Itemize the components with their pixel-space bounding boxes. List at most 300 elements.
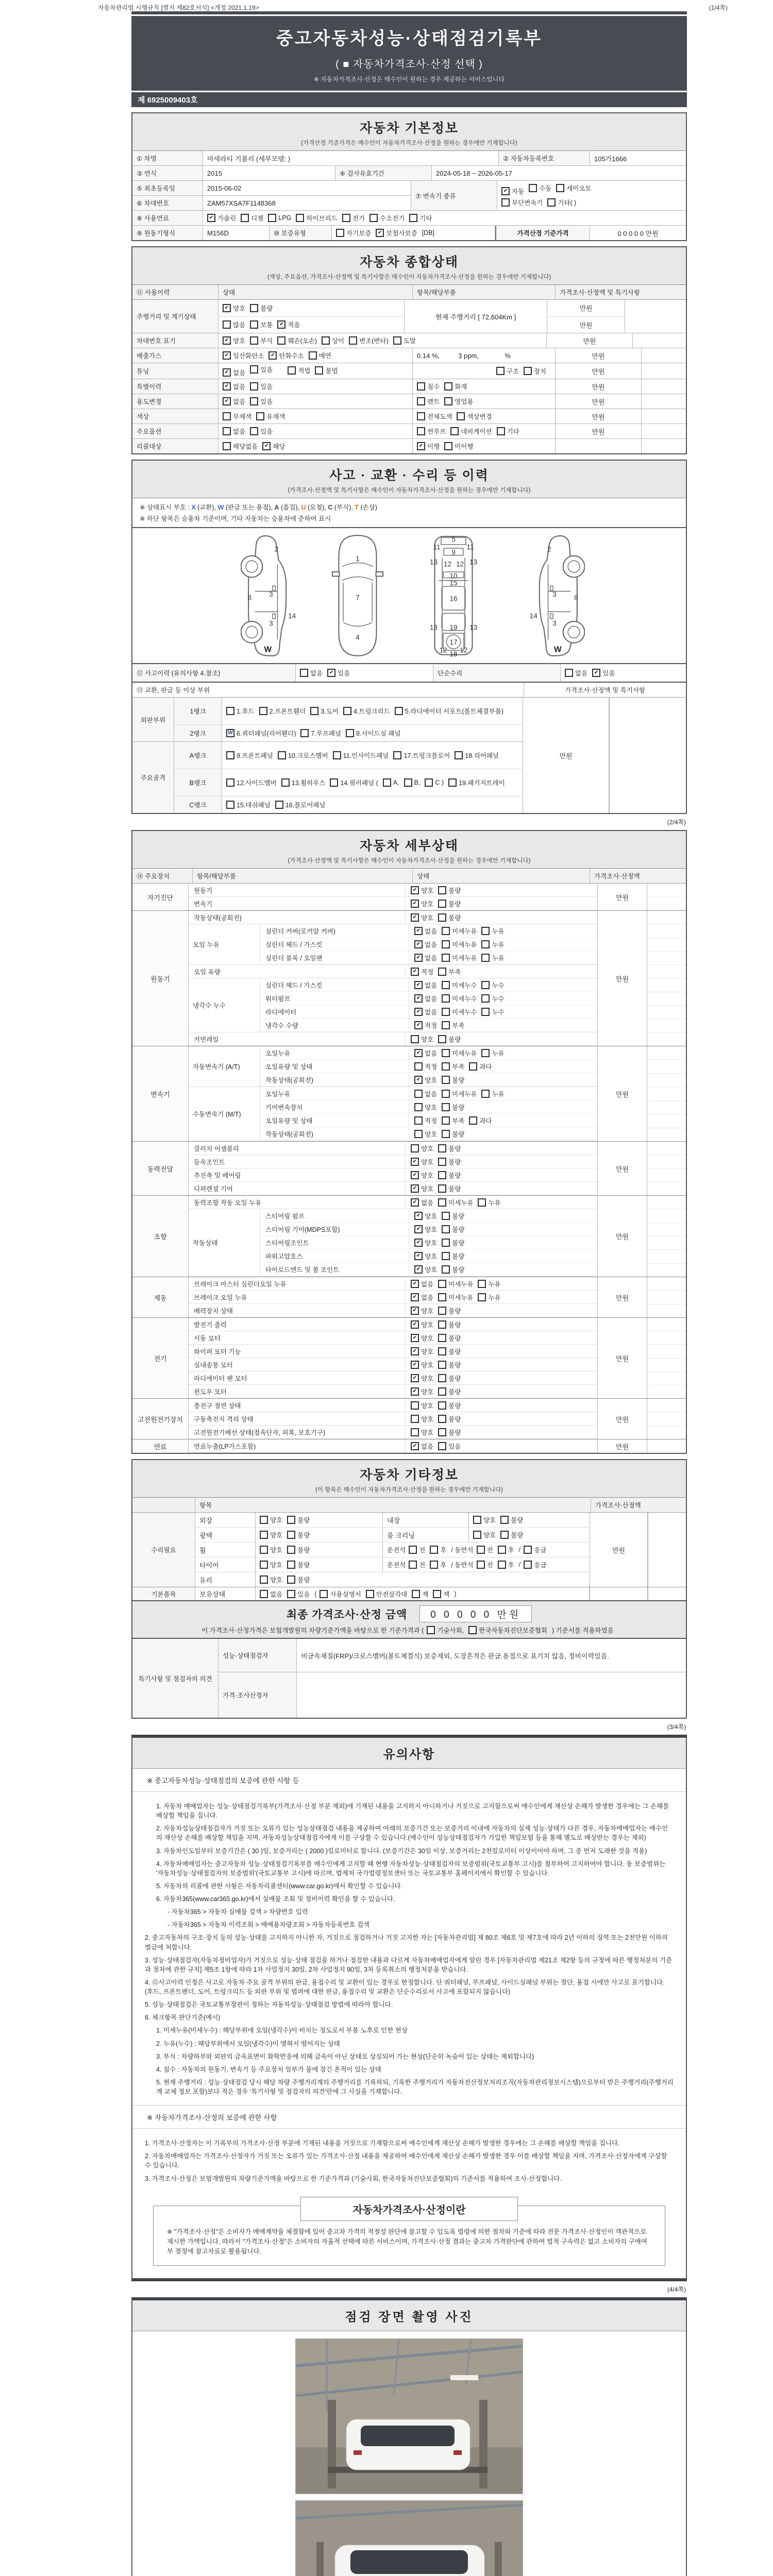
svg-text:19: 19 bbox=[449, 623, 458, 632]
unchecked-checkbox-잭[interactable] bbox=[412, 1589, 428, 1599]
checked-checkbox-없음[interactable] bbox=[411, 1442, 433, 1451]
label-base-price: 가격산정 기준가격 bbox=[495, 226, 590, 240]
checkbox-icon bbox=[498, 1546, 506, 1554]
unchecked-checkbox-불량[interactable] bbox=[438, 1157, 461, 1166]
checked-checkbox-양호[interactable] bbox=[411, 1387, 433, 1396]
unchecked-checkbox-불량[interactable] bbox=[438, 1144, 461, 1153]
group-price-cell: 만원 bbox=[597, 1277, 647, 1317]
unchecked-checkbox-8.사이드실 패널[interactable] bbox=[346, 728, 400, 738]
checkbox-icon bbox=[477, 1546, 485, 1554]
unchecked-checkbox-12.사이드멤버[interactable] bbox=[226, 778, 277, 787]
unchecked-checkbox-있음[interactable] bbox=[250, 397, 273, 406]
checkbox-icon bbox=[442, 1225, 450, 1233]
unchecked-checkbox-불법[interactable] bbox=[315, 366, 338, 375]
checked-checkbox-양호[interactable] bbox=[414, 1238, 437, 1247]
overall-status-title: 자동차 종합상태 bbox=[360, 255, 459, 269]
checkbox-label: 양호 bbox=[270, 1562, 283, 1569]
checkbox-icon bbox=[547, 198, 556, 207]
options-kind-options bbox=[413, 424, 556, 438]
unchecked-checkbox-불량[interactable] bbox=[442, 1103, 464, 1112]
checkbox-label: 과다 bbox=[479, 1063, 492, 1071]
checkbox-label: 17.트렁크플로어 bbox=[404, 752, 450, 759]
checked-checkbox-적정[interactable] bbox=[414, 1021, 437, 1030]
checkbox-label: 11.인사이드패널 bbox=[343, 752, 389, 759]
checkbox-icon bbox=[444, 397, 452, 405]
checked-checkbox-양호[interactable] bbox=[411, 1157, 433, 1166]
unchecked-checkbox-상이[interactable] bbox=[322, 336, 344, 345]
unchecked-checkbox-양호[interactable] bbox=[411, 1414, 433, 1423]
unchecked-checkbox-변조(변타)[interactable] bbox=[349, 336, 389, 345]
checked-checkbox-양호[interactable] bbox=[223, 336, 245, 345]
unchecked-checkbox-미세누수[interactable] bbox=[442, 1007, 477, 1016]
unchecked-checkbox-양호[interactable] bbox=[411, 1035, 433, 1044]
unchecked-checkbox-2.프론트휀더[interactable] bbox=[259, 706, 306, 716]
exchange-price-head: 가격조사·산정액 및 특기사항 bbox=[564, 687, 645, 694]
checked-checkbox-없음[interactable] bbox=[414, 994, 437, 1003]
checked-checkbox-적정[interactable] bbox=[411, 967, 433, 976]
checked-checkbox-없음[interactable] bbox=[414, 926, 437, 936]
state-options bbox=[406, 1168, 597, 1181]
checkbox-icon bbox=[300, 669, 308, 677]
unchecked-checkbox-썬루프[interactable] bbox=[417, 427, 446, 436]
unchecked-checkbox-한국자동차진단보증협회[interactable] bbox=[468, 1625, 547, 1635]
state-options bbox=[409, 1127, 597, 1140]
checkbox-icon: ✔ bbox=[327, 669, 335, 677]
checkbox-label: 미세누유 bbox=[452, 927, 477, 935]
checkbox-icon bbox=[414, 1116, 423, 1125]
unchecked-checkbox-불량[interactable] bbox=[438, 1374, 461, 1383]
checked-checkbox-양호[interactable] bbox=[414, 1225, 437, 1234]
unchecked-checkbox-16.플로어패널[interactable] bbox=[275, 800, 326, 809]
notice-line: 3. 성능·상태점검자(자동차정비업자)가 거짓으로 성능·상태 점검을 하거나 점검한 내용과 다르게 자동차매매업자에게 알린 경우 [자동차관리법 제21조 제2항 등의 규정에 따른 행정처분의 기준과 절차에 관한 규칙] 제5조 1항에 따라 1차 사업정지 30일, 2차 사업정지 90일, 3차 등록취소의 행정처분을 받습니다. bbox=[145, 1956, 673, 1973]
unchecked-checkbox-구조[interactable] bbox=[496, 366, 519, 376]
unchecked-checkbox-불량[interactable] bbox=[438, 1320, 461, 1329]
unchecked-checkbox-누수[interactable] bbox=[481, 980, 504, 990]
notice-line: 2. 자동차매매업자는 가격조사·산정자가 거짓 또는 오류가 있는 가격조사·산정 내용을 제공하여 매수인에게 재산상 손해가 발생한 경우 이를 배상할 책임을 지며, 가격조사·산정자에게 구상할 수 있습니다. bbox=[145, 2153, 667, 2170]
unchecked-checkbox-있음[interactable] bbox=[438, 1442, 461, 1451]
unchecked-checkbox-응급[interactable] bbox=[524, 1545, 546, 1554]
unchecked-checkbox-불량[interactable] bbox=[438, 1184, 461, 1193]
svg-text:13: 13 bbox=[429, 558, 438, 566]
etc-info-table bbox=[131, 1498, 687, 1601]
unchecked-checkbox-부식[interactable] bbox=[250, 336, 273, 345]
emission-price: 만원 bbox=[556, 348, 642, 363]
exchange-note bbox=[609, 698, 686, 813]
unchecked-checkbox-미세누유[interactable] bbox=[442, 1048, 477, 1058]
checked-checkbox-양호[interactable] bbox=[411, 886, 433, 895]
unchecked-checkbox-미세누유[interactable] bbox=[442, 940, 477, 949]
unchecked-checkbox-불량[interactable] bbox=[442, 1129, 464, 1139]
unchecked-checkbox-미세누수[interactable] bbox=[442, 980, 477, 990]
state-options bbox=[409, 924, 597, 937]
checkbox-icon bbox=[481, 954, 490, 962]
unchecked-checkbox-세미오토[interactable] bbox=[556, 183, 591, 193]
label-transmission: ⑦ 변속기 종류 bbox=[411, 181, 497, 210]
checked-checkbox-보험사보증[interactable] bbox=[376, 228, 417, 238]
checked-checkbox-없음[interactable] bbox=[414, 953, 437, 962]
checkbox-label: 양호 bbox=[421, 1388, 434, 1396]
svg-text:5: 5 bbox=[451, 535, 456, 544]
checked-checkbox-양호[interactable] bbox=[411, 1306, 433, 1315]
unchecked-checkbox-없음[interactable] bbox=[260, 1589, 282, 1599]
checked-checkbox-6.쿼터패널(리어휀더)[interactable] bbox=[226, 728, 296, 738]
unchecked-checkbox-침수[interactable] bbox=[417, 382, 440, 391]
checked-checkbox-양호[interactable] bbox=[223, 303, 245, 313]
checkbox-label: 8.사이드실 패널 bbox=[356, 730, 401, 737]
state-options bbox=[409, 1046, 597, 1059]
unchecked-checkbox-적정[interactable] bbox=[414, 1062, 437, 1071]
unchecked-checkbox-과다[interactable] bbox=[469, 1116, 492, 1125]
checked-checkbox-양호[interactable] bbox=[411, 899, 433, 908]
unchecked-checkbox-양호[interactable] bbox=[411, 1144, 433, 1153]
checkbox-label: 보험사보증 bbox=[386, 230, 417, 237]
checkbox-label: 과다 bbox=[479, 1117, 492, 1125]
checkbox-icon bbox=[481, 994, 490, 1003]
unchecked-checkbox-렌트[interactable] bbox=[417, 397, 440, 406]
unchecked-checkbox-불량[interactable] bbox=[438, 1401, 461, 1410]
checkbox-label: 불량 bbox=[452, 1266, 465, 1274]
unchecked-checkbox-10.크로스멤버[interactable] bbox=[278, 751, 328, 760]
checkbox-icon bbox=[277, 336, 285, 345]
price-select-subtitle[interactable]: ( ■ 자동차가격조사·산정 선택 ) bbox=[335, 59, 483, 70]
unchecked-checkbox-누유[interactable] bbox=[481, 1089, 504, 1098]
unchecked-checkbox-미세누유[interactable] bbox=[442, 953, 477, 962]
unchecked-checkbox-13.휠하우스[interactable] bbox=[281, 778, 326, 787]
checked-checkbox-없음[interactable] bbox=[411, 1198, 433, 1207]
checkbox-icon: ✔ bbox=[411, 1320, 419, 1329]
unchecked-checkbox-없음[interactable] bbox=[223, 427, 245, 436]
unchecked-checkbox-불량[interactable] bbox=[438, 1347, 461, 1356]
unchecked-checkbox-1.후드[interactable] bbox=[226, 706, 255, 716]
checkbox-icon: ✔ bbox=[411, 900, 419, 908]
unchecked-checkbox-LPG[interactable] bbox=[268, 214, 291, 222]
unchecked-checkbox-불량[interactable] bbox=[442, 1251, 464, 1261]
unchecked-checkbox-양호[interactable] bbox=[414, 1103, 437, 1112]
checked-checkbox-없음[interactable] bbox=[411, 1279, 433, 1289]
unchecked-checkbox-불량[interactable] bbox=[287, 1560, 310, 1569]
unchecked-checkbox-누유[interactable] bbox=[481, 926, 504, 936]
unchecked-checkbox-사용설명서[interactable] bbox=[320, 1589, 361, 1599]
unchecked-checkbox-부족[interactable] bbox=[442, 1062, 464, 1071]
unchecked-checkbox-누유[interactable] bbox=[481, 953, 504, 962]
unchecked-checkbox-유채색[interactable] bbox=[256, 412, 285, 421]
unchecked-checkbox-불량[interactable] bbox=[438, 1428, 461, 1437]
checkbox-icon: ✔ bbox=[414, 1212, 423, 1220]
checkbox-icon bbox=[448, 778, 457, 787]
checked-checkbox-이행[interactable] bbox=[417, 442, 440, 451]
unchecked-checkbox-후[interactable] bbox=[498, 1545, 514, 1554]
checked-checkbox-양호[interactable] bbox=[414, 1211, 437, 1221]
unchecked-checkbox-불량[interactable] bbox=[442, 1211, 464, 1221]
checked-checkbox-양호[interactable] bbox=[414, 1251, 437, 1261]
unchecked-checkbox-불량[interactable] bbox=[442, 1075, 464, 1084]
checked-checkbox-없음[interactable] bbox=[223, 397, 245, 406]
unchecked-checkbox-부족[interactable] bbox=[438, 967, 461, 976]
unchecked-checkbox-미세누유[interactable] bbox=[438, 1279, 473, 1289]
unchecked-checkbox-하이브리드[interactable] bbox=[296, 213, 337, 223]
unchecked-checkbox-14.필러패널 ([interactable] bbox=[330, 778, 378, 787]
unchecked-checkbox-양호[interactable] bbox=[260, 1545, 282, 1554]
checkbox-label: 있음 bbox=[260, 428, 273, 435]
unchecked-checkbox-3.도어[interactable] bbox=[310, 706, 339, 716]
unchecked-checkbox-C )[interactable] bbox=[425, 778, 444, 787]
unchecked-checkbox-9.프론트패널[interactable] bbox=[226, 751, 273, 760]
unchecked-checkbox-4.트렁크리드[interactable] bbox=[343, 706, 390, 716]
unchecked-checkbox-수동[interactable] bbox=[529, 183, 551, 193]
overall-status-header bbox=[131, 246, 687, 285]
unchecked-checkbox-불량[interactable] bbox=[438, 1171, 461, 1180]
checkbox-icon bbox=[442, 1062, 450, 1071]
checkbox-label: 6.쿼터패널(리어휀더) bbox=[237, 730, 296, 737]
checked-checkbox-탄화수소[interactable] bbox=[268, 351, 304, 360]
unchecked-checkbox-기타[interactable] bbox=[409, 213, 432, 223]
checked-checkbox-양호[interactable] bbox=[414, 1265, 437, 1274]
checked-checkbox-있음[interactable] bbox=[327, 668, 350, 677]
unchecked-checkbox-15.대쉬패널[interactable] bbox=[226, 800, 271, 809]
unchecked-checkbox-기술사회,[interactable] bbox=[427, 1625, 464, 1635]
checked-checkbox-있음[interactable] bbox=[592, 668, 615, 677]
unchecked-checkbox-불량[interactable] bbox=[438, 1414, 461, 1423]
unchecked-checkbox-미세누수[interactable] bbox=[442, 994, 477, 1003]
checked-checkbox-없음[interactable] bbox=[223, 368, 245, 377]
unchecked-checkbox-해당없음[interactable] bbox=[223, 442, 258, 451]
unchecked-checkbox-17.트렁크플로어[interactable] bbox=[393, 751, 450, 760]
checkbox-label: 불량 bbox=[452, 1104, 465, 1111]
unchecked-checkbox-자기보증[interactable] bbox=[336, 228, 371, 238]
unchecked-checkbox-양호[interactable] bbox=[260, 1530, 282, 1539]
unchecked-checkbox-색상변경[interactable] bbox=[457, 412, 492, 421]
unchecked-checkbox-전[interactable] bbox=[409, 1545, 425, 1554]
unchecked-checkbox-18.리어패널[interactable] bbox=[455, 751, 499, 760]
unchecked-checkbox-화재[interactable] bbox=[444, 382, 467, 391]
unchecked-checkbox-불량[interactable] bbox=[442, 1225, 464, 1234]
unchecked-checkbox-A,[interactable] bbox=[383, 778, 399, 787]
unchecked-checkbox-무채색[interactable] bbox=[223, 412, 251, 421]
unchecked-checkbox-불량[interactable] bbox=[438, 1360, 461, 1369]
checkbox-icon: ✔ bbox=[414, 1021, 423, 1029]
unchecked-checkbox-안전삼각대[interactable] bbox=[366, 1589, 407, 1599]
checkbox-icon bbox=[455, 751, 463, 759]
unchecked-checkbox-적법[interactable] bbox=[288, 366, 310, 375]
unchecked-checkbox-전[interactable] bbox=[477, 1545, 493, 1554]
checkbox-icon bbox=[481, 940, 490, 948]
unchecked-checkbox-누유[interactable] bbox=[478, 1198, 500, 1207]
unchecked-checkbox-매연[interactable] bbox=[309, 351, 331, 360]
unchecked-checkbox-양호[interactable] bbox=[473, 1515, 496, 1524]
unchecked-checkbox-수소전기[interactable] bbox=[369, 213, 405, 223]
checked-checkbox-양호[interactable] bbox=[414, 1075, 437, 1084]
unchecked-checkbox-7.루프패널[interactable] bbox=[300, 728, 341, 738]
option-text: 이 가격조사·산정가격은 보험개발원의 차량기준가액을 바탕으로 한 기준가격과 ( bbox=[201, 1627, 424, 1634]
unchecked-checkbox-불량[interactable] bbox=[438, 913, 461, 922]
checked-checkbox-없음[interactable] bbox=[411, 1293, 433, 1302]
unchecked-checkbox-없음[interactable] bbox=[565, 668, 587, 677]
roomclean-options bbox=[469, 1528, 590, 1542]
overall-status-note: (색상, 주요옵션, 가격조사·산정액 및 특기사항은 매수인이 자동차가격조사·산정을 원하는 경우에만 기재합니다) bbox=[267, 274, 551, 280]
item-label: 오일유량 및 상태 bbox=[260, 1060, 409, 1073]
unchecked-checkbox-전[interactable] bbox=[409, 1560, 425, 1569]
unchecked-checkbox-불량[interactable] bbox=[287, 1575, 310, 1584]
unchecked-checkbox-불량[interactable] bbox=[438, 886, 461, 895]
unchecked-checkbox-불량[interactable] bbox=[442, 1238, 464, 1247]
checked-checkbox-해당[interactable] bbox=[262, 442, 285, 451]
state-options bbox=[406, 1142, 597, 1155]
checked-checkbox-없음[interactable] bbox=[414, 940, 437, 949]
unchecked-checkbox-기타( )[interactable] bbox=[547, 198, 576, 207]
checked-checkbox-가솔린[interactable] bbox=[207, 213, 236, 223]
checkbox-icon bbox=[438, 1401, 446, 1410]
checkbox-label: 양호 bbox=[425, 1239, 438, 1247]
unchecked-checkbox-불량[interactable] bbox=[438, 1035, 461, 1044]
unchecked-checkbox-있음[interactable] bbox=[250, 365, 273, 374]
checked-checkbox-자동[interactable] bbox=[501, 187, 524, 196]
checkbox-icon: ✔ bbox=[414, 954, 423, 962]
unchecked-checkbox-누수[interactable] bbox=[481, 1007, 504, 1016]
unchecked-checkbox-미세누유[interactable] bbox=[442, 1089, 477, 1098]
rank1-label: 1랭크 bbox=[174, 698, 222, 724]
unchecked-checkbox-불량[interactable] bbox=[287, 1530, 310, 1539]
checked-checkbox-양호[interactable] bbox=[411, 913, 433, 922]
checked-checkbox-없음[interactable] bbox=[414, 1048, 437, 1058]
unchecked-checkbox-과다[interactable] bbox=[469, 1062, 492, 1071]
checkbox-icon: ✔ bbox=[411, 1442, 419, 1450]
unchecked-checkbox-양호[interactable] bbox=[411, 1401, 433, 1410]
unchecked-checkbox-미세누유[interactable] bbox=[442, 926, 477, 936]
unchecked-checkbox-양호[interactable] bbox=[260, 1575, 282, 1584]
unchecked-checkbox-불량[interactable] bbox=[438, 1387, 461, 1396]
checked-checkbox-일산화탄소[interactable] bbox=[223, 351, 264, 360]
unchecked-checkbox-11.인사이드패널[interactable] bbox=[333, 751, 389, 760]
rankC-items bbox=[222, 796, 523, 813]
state-options bbox=[409, 938, 597, 951]
tuning-legal-options bbox=[288, 366, 342, 376]
unchecked-checkbox-양호[interactable] bbox=[473, 1530, 496, 1539]
unchecked-checkbox-무단변속기[interactable] bbox=[501, 198, 543, 207]
unchecked-checkbox-있음[interactable] bbox=[287, 1589, 310, 1599]
checkbox-icon bbox=[438, 1280, 446, 1288]
final-price-value: 0 0 0 0 0 만원 bbox=[419, 1605, 532, 1622]
checked-checkbox-양호[interactable] bbox=[411, 1360, 433, 1369]
notice-line: 5. 자동차의 리콜에 관한 사항은 자동차리콜센터(www.car.go.kr)에서 확인할 수 있습니다. bbox=[156, 1882, 402, 1890]
row-usagechange-label: 용도변경 bbox=[132, 394, 219, 409]
repair-group: 수리필요 bbox=[132, 1513, 195, 1587]
item-label: 실린더 헤드 / 가스킷 bbox=[260, 978, 409, 991]
unchecked-checkbox-없음[interactable] bbox=[414, 1089, 437, 1098]
unchecked-checkbox-전체도색[interactable] bbox=[417, 412, 452, 421]
unchecked-checkbox-B,[interactable] bbox=[404, 778, 421, 787]
unchecked-checkbox-응급[interactable] bbox=[524, 1560, 546, 1569]
unchecked-checkbox-있음[interactable] bbox=[250, 427, 273, 436]
unchecked-checkbox-5.라디에이터 서포트(볼트체결부품)[interactable] bbox=[395, 706, 503, 716]
checkbox-label: 불량 bbox=[297, 1547, 310, 1554]
state-options bbox=[406, 1371, 597, 1384]
svg-text:17: 17 bbox=[449, 638, 458, 646]
unchecked-checkbox-전기[interactable] bbox=[342, 213, 365, 223]
unchecked-checkbox-있음[interactable] bbox=[250, 382, 273, 391]
group-price-cell: 만원 bbox=[597, 1046, 647, 1141]
unchecked-checkbox-네비게이션[interactable] bbox=[450, 427, 492, 436]
unchecked-checkbox-후[interactable] bbox=[498, 1560, 514, 1569]
unchecked-checkbox-누수[interactable] bbox=[481, 994, 504, 1003]
checkbox-icon bbox=[310, 707, 318, 715]
group-note-column bbox=[647, 1277, 686, 1317]
checked-checkbox-양호[interactable] bbox=[411, 1171, 433, 1180]
unchecked-checkbox-부족[interactable] bbox=[442, 1116, 464, 1125]
checked-checkbox-양호[interactable] bbox=[411, 1333, 433, 1343]
checkbox-icon bbox=[309, 351, 317, 360]
unchecked-checkbox-불량[interactable] bbox=[500, 1515, 523, 1524]
accident-history-header bbox=[131, 460, 687, 498]
unchecked-checkbox-불량[interactable] bbox=[438, 1306, 461, 1315]
unchecked-checkbox-보통[interactable] bbox=[250, 320, 273, 329]
item-label: 구동축전지 격리 상태 bbox=[189, 1412, 406, 1425]
unchecked-checkbox-부족[interactable] bbox=[442, 1021, 464, 1030]
unchecked-checkbox-훼손(오손)[interactable] bbox=[277, 336, 317, 345]
usagechange-price: 만원 bbox=[556, 394, 642, 409]
checkbox-label: 미세누유 bbox=[448, 1199, 474, 1207]
checked-checkbox-없음[interactable] bbox=[414, 1007, 437, 1016]
unchecked-checkbox-장치[interactable] bbox=[524, 366, 546, 376]
unchecked-checkbox-19.패키지트레이[interactable] bbox=[448, 778, 505, 787]
unchecked-checkbox-기타[interactable] bbox=[497, 427, 519, 436]
unchecked-checkbox-불량[interactable] bbox=[287, 1515, 310, 1524]
checked-checkbox-없음[interactable] bbox=[414, 980, 437, 990]
unchecked-checkbox-불량[interactable] bbox=[500, 1530, 523, 1539]
checked-checkbox-양호[interactable] bbox=[411, 1320, 433, 1329]
checkbox-label: 불량 bbox=[448, 1307, 461, 1315]
unchecked-checkbox-양호[interactable] bbox=[260, 1515, 282, 1524]
unchecked-checkbox-후[interactable] bbox=[430, 1545, 446, 1554]
unchecked-checkbox-전[interactable] bbox=[477, 1560, 493, 1569]
unchecked-checkbox-도말[interactable] bbox=[393, 336, 416, 345]
unchecked-checkbox-불량[interactable] bbox=[438, 1333, 461, 1343]
unchecked-checkbox-누유[interactable] bbox=[478, 1293, 500, 1302]
rankB-label: B랭크 bbox=[174, 769, 222, 796]
unchecked-checkbox-디젤[interactable] bbox=[241, 213, 263, 223]
unchecked-checkbox-불량[interactable] bbox=[442, 1265, 464, 1274]
law-reference: 자동차관리법 시행규칙 [별지 제82호서식] <개정 2021.1.19> bbox=[98, 4, 259, 11]
unchecked-checkbox-잭[interactable] bbox=[433, 1589, 449, 1599]
unchecked-checkbox-없음[interactable] bbox=[300, 668, 323, 677]
unchecked-checkbox-불량[interactable] bbox=[438, 899, 461, 908]
unchecked-checkbox-누유[interactable] bbox=[481, 940, 504, 949]
unchecked-checkbox-불량[interactable] bbox=[287, 1545, 310, 1554]
checkbox-label: 양호 bbox=[425, 1104, 438, 1111]
unchecked-checkbox-누유[interactable] bbox=[478, 1279, 500, 1289]
unchecked-checkbox-후[interactable] bbox=[430, 1560, 446, 1569]
unchecked-checkbox-불량[interactable] bbox=[250, 303, 273, 313]
checked-checkbox-양호[interactable] bbox=[411, 1347, 433, 1356]
unchecked-checkbox-적정[interactable] bbox=[414, 1116, 437, 1125]
checkbox-icon bbox=[438, 1171, 446, 1179]
unchecked-checkbox-양호[interactable] bbox=[260, 1560, 282, 1569]
unchecked-checkbox-미이행[interactable] bbox=[444, 442, 473, 451]
unchecked-checkbox-양호[interactable] bbox=[411, 1428, 433, 1437]
inspection-photo-1 bbox=[295, 2338, 523, 2494]
unchecked-checkbox-미세누유[interactable] bbox=[438, 1198, 473, 1207]
checked-checkbox-양호[interactable] bbox=[411, 1184, 433, 1193]
unchecked-checkbox-누유[interactable] bbox=[481, 1048, 504, 1058]
unchecked-checkbox-미세누유[interactable] bbox=[438, 1293, 473, 1302]
checked-checkbox-양호[interactable] bbox=[411, 1374, 433, 1383]
checked-checkbox-적음[interactable] bbox=[277, 320, 300, 329]
unchecked-checkbox-많음[interactable] bbox=[223, 320, 245, 329]
unchecked-checkbox-양호[interactable] bbox=[414, 1129, 437, 1139]
unchecked-checkbox-영업용[interactable] bbox=[444, 397, 473, 406]
checkbox-label: 무채색 bbox=[233, 413, 252, 420]
tuning-kind-options bbox=[413, 363, 556, 379]
checked-checkbox-없음[interactable] bbox=[223, 382, 245, 391]
